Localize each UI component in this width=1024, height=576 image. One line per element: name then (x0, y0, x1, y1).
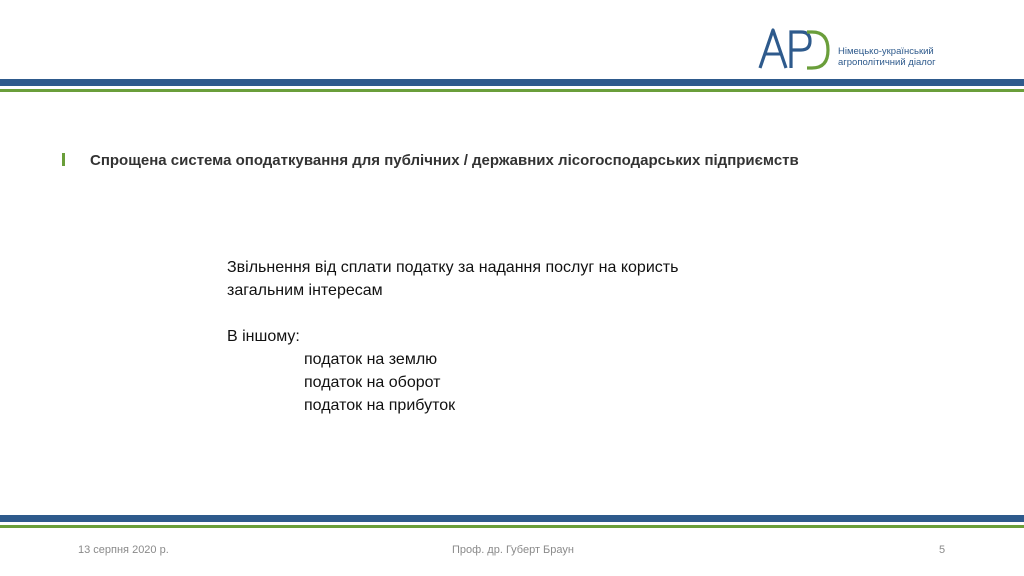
header-band-blue (0, 79, 1024, 86)
list-item: податок на прибуток (304, 397, 456, 414)
heading-bullet (62, 153, 65, 166)
list-item: податок на землю (304, 351, 438, 368)
body-line-1: Звільнення від сплати податку за надання послуг на користь (227, 259, 679, 276)
logo-line-1: Німецько-український (838, 46, 934, 57)
footer-date: 13 серпня 2020 р. (78, 544, 169, 556)
logo-line-2: агрополітичний діалог (838, 57, 936, 68)
footer-band-green (0, 525, 1024, 528)
body-intro: В іншому: (227, 328, 300, 345)
page-number: 5 (939, 544, 946, 556)
slide-body (227, 256, 678, 417)
slide-heading: Спрощена система оподаткування для публічних / державних лісогосподарських підприємств (90, 152, 799, 169)
footer-author: Проф. др. Губерт Браун (452, 544, 574, 556)
list-item: податок на оборот (304, 374, 441, 391)
header-band-green (0, 89, 1024, 92)
apd-logo (758, 26, 958, 74)
apd-logo-mark (758, 26, 834, 72)
body-line-2: загальним інтересам (227, 282, 383, 299)
footer-band-blue (0, 515, 1024, 522)
